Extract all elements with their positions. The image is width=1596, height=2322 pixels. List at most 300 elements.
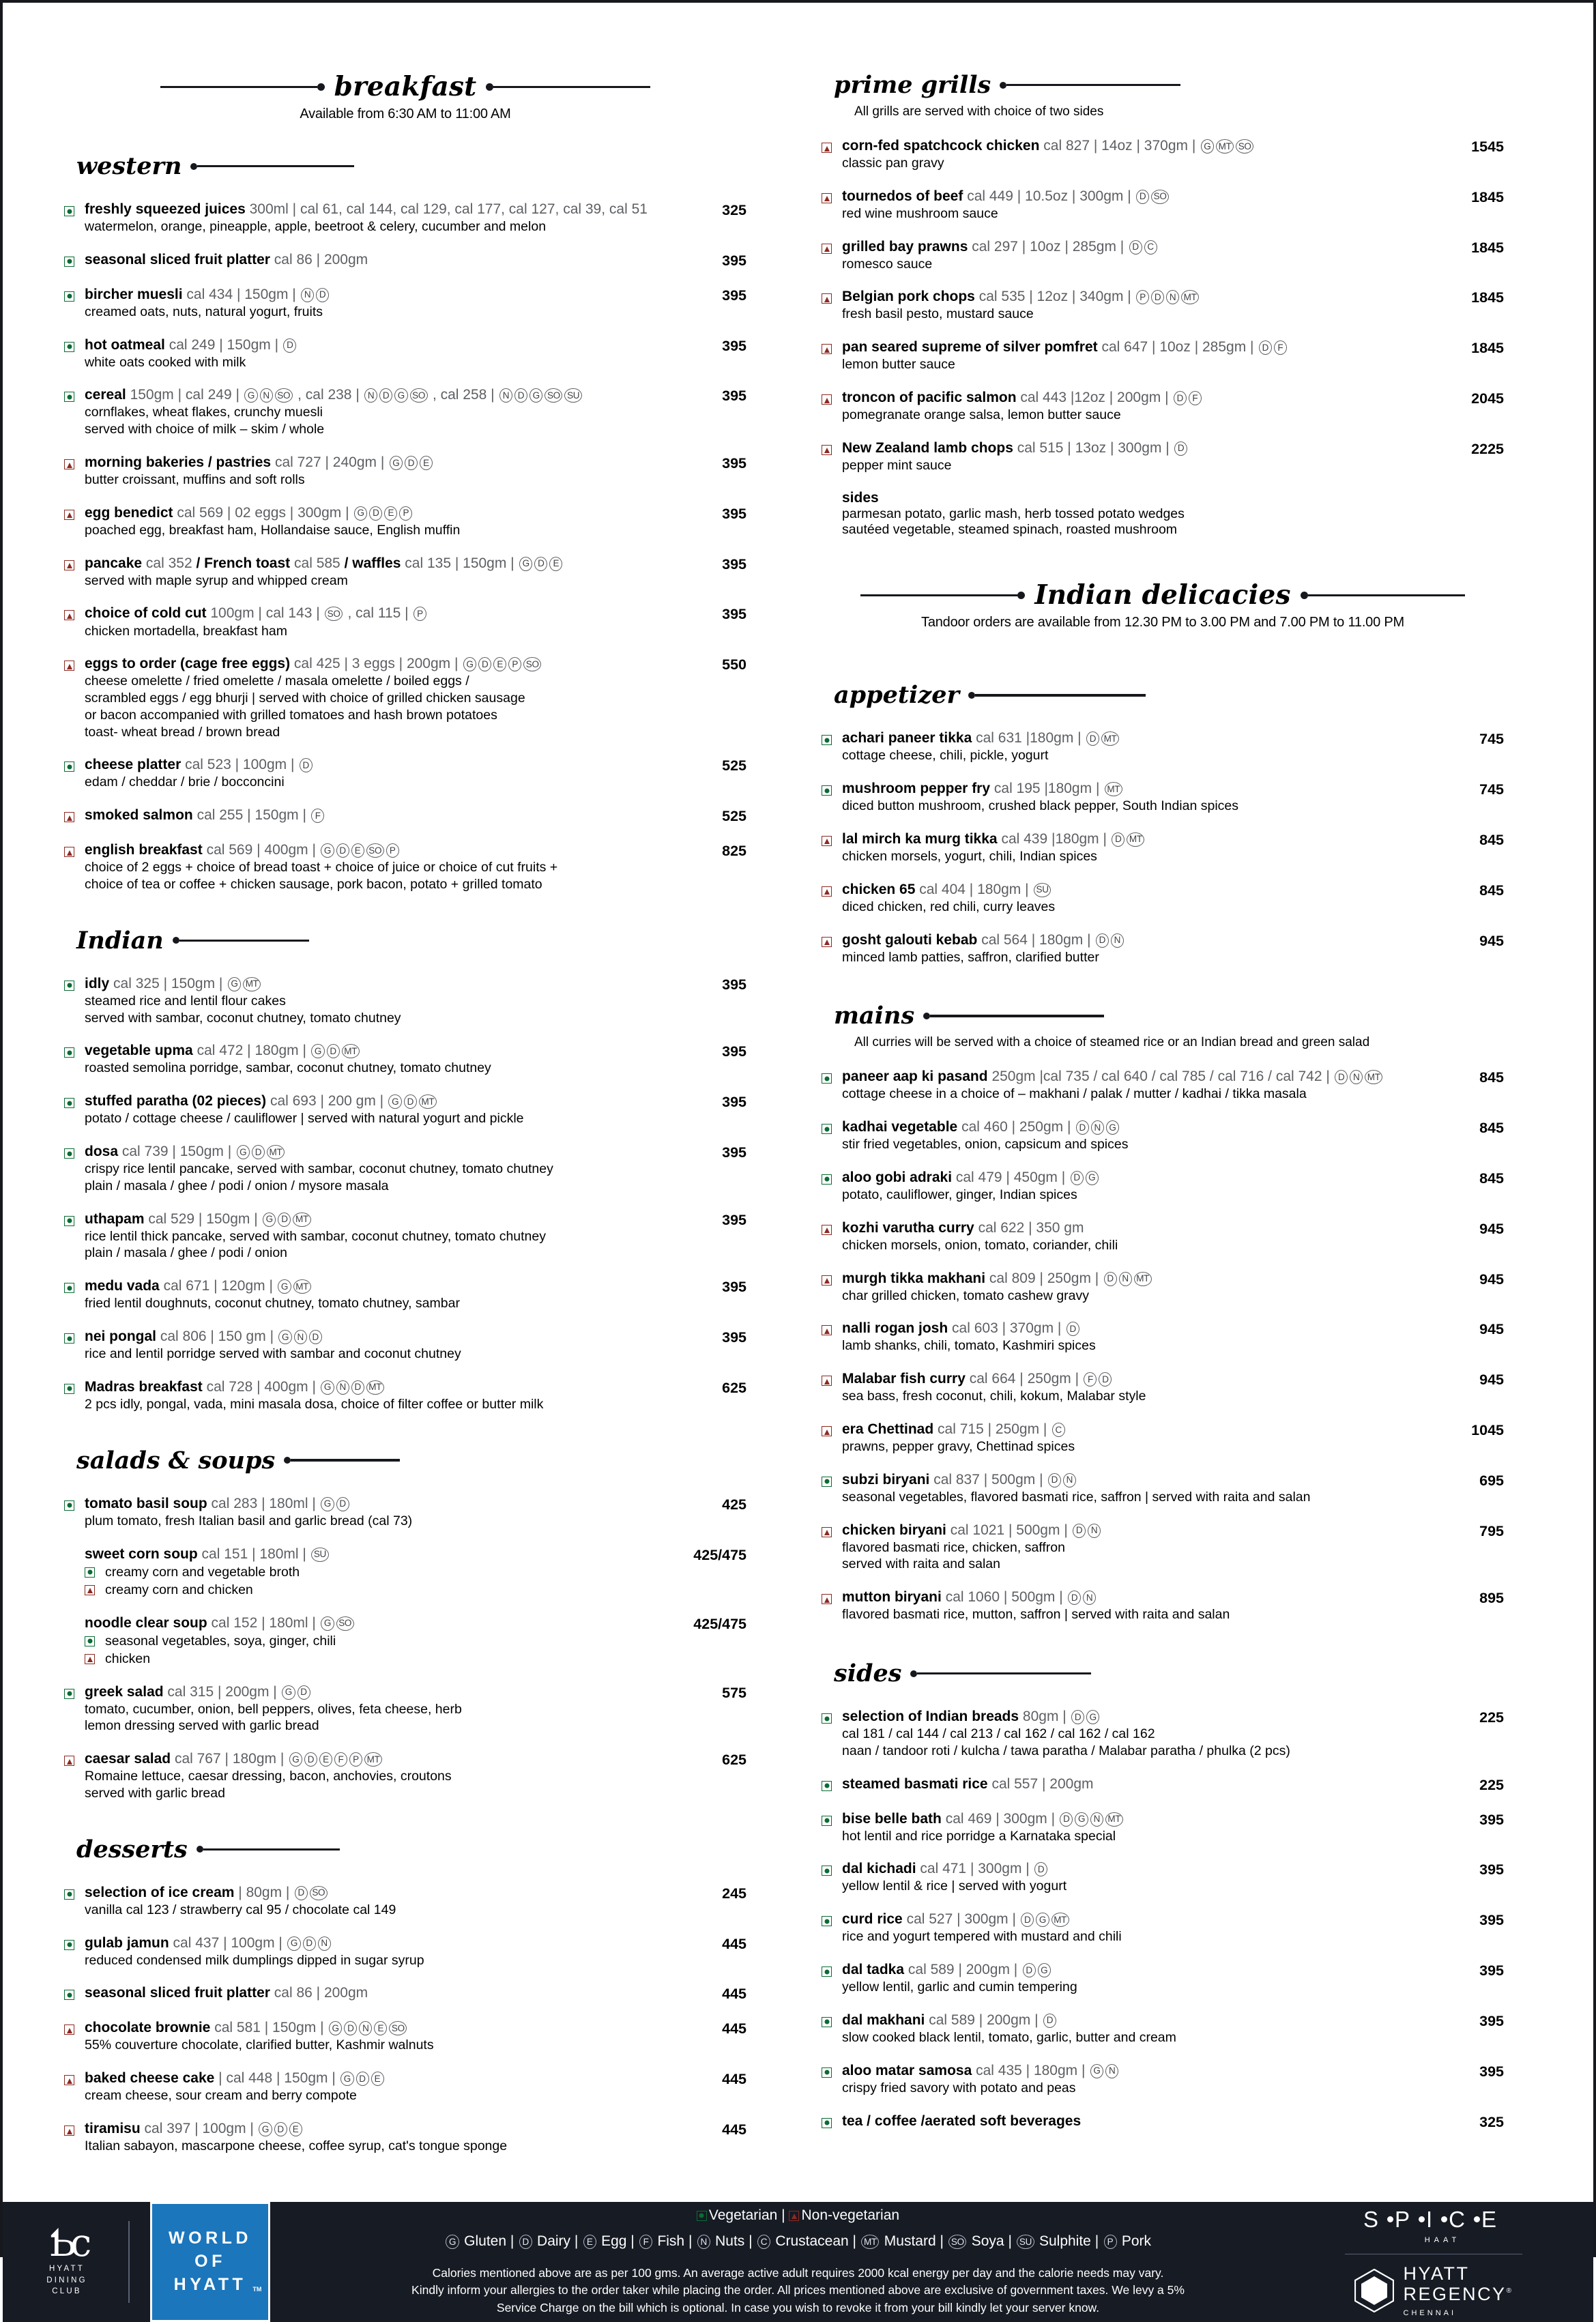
allergen-badge-d: D [534, 557, 547, 571]
item-name: bircher muesli cal 434 | 150gm | N D [85, 286, 661, 304]
menu-item[interactable] [822, 389, 1504, 424]
hyatt-regency-line1: HYATT [1403, 2263, 1470, 2284]
item-price: 245 [722, 1885, 746, 1902]
item-price: 425/475 [693, 1546, 746, 1563]
diet-marker [64, 201, 85, 235]
allergen-badge-d: D [1043, 2014, 1056, 2028]
item-name: Belgian pork chops cal 535 | 12oz | 340gm | P D N MT [842, 288, 1418, 306]
item-description: white oats cooked with milk [85, 354, 246, 370]
menu-item[interactable] [64, 1545, 746, 1599]
vegetarian-icon [64, 1500, 74, 1511]
menu-item[interactable] [822, 1775, 1504, 1795]
item-description: stir fried vegetables, onion, capsicum and spices [842, 1137, 1129, 1152]
disclaimer-line-2: Kindly inform your allergies to the order taker while placing the order. All prices mentioned above are exclusive of government taxes. We levy a 5% [411, 2283, 1185, 2297]
menu-item[interactable] [64, 555, 746, 590]
allergen-badge-mt: MT [342, 1044, 360, 1058]
non-vegetarian-icon [822, 143, 832, 153]
menu-item[interactable] [64, 1092, 746, 1127]
menu-item[interactable] [822, 1068, 1504, 1103]
section-dot-icon [173, 937, 179, 944]
non-vegetarian-label: Non-vegetarian [801, 2207, 900, 2223]
allergen-badge-n: N [301, 288, 314, 302]
allergen-badge-so: SO [336, 1616, 354, 1631]
disclaimer-text [306, 2265, 1290, 2317]
diet-marker [64, 655, 85, 740]
item-name: tomato basil soup cal 283 | 180ml | G D [85, 1495, 661, 1513]
menu-item[interactable] [822, 439, 1504, 474]
item-price: 745 [1479, 731, 1504, 748]
section-rule [291, 1459, 400, 1462]
menu-item[interactable] [822, 1961, 1504, 1996]
item-name: greek salad cal 315 | 200gm | G D [85, 1683, 661, 1701]
menu-item[interactable] [64, 807, 746, 826]
non-vegetarian-icon [822, 445, 832, 455]
menu-item[interactable] [64, 1378, 746, 1413]
menu-item[interactable] [64, 286, 746, 321]
item-description: reduced condensed milk dumplings dipped in sugar syrup [85, 1952, 424, 1968]
item-price: 895 [1479, 1590, 1504, 1607]
diet-marker [822, 389, 842, 424]
allergen-badge-d: D [344, 2021, 357, 2035]
allergen-badge-so: SO [545, 388, 562, 403]
allergen-badge-d: D [1099, 1372, 1112, 1387]
menu-item[interactable] [64, 1277, 746, 1312]
item-name: era Chettinad cal 715 | 250gm | C [842, 1421, 1418, 1438]
menu-item[interactable] [822, 2062, 1504, 2097]
allergen-badge-mt: MT [1134, 1272, 1152, 1286]
item-price: 845 [1479, 831, 1504, 848]
menu-item[interactable] [822, 1169, 1504, 1204]
menu-item[interactable] [822, 1708, 1504, 1760]
section-rule [1006, 84, 1180, 87]
allergen-badge-g: G [289, 1752, 302, 1767]
allergen-badge-g: G [388, 1094, 401, 1109]
menu-item[interactable] [64, 251, 746, 270]
item-price: 395 [722, 1094, 746, 1111]
allergen-badge-so: SO [325, 607, 343, 621]
item-description: flavored basmati rice, chicken, saffron [842, 1539, 1065, 1555]
section-title: salads & soups [76, 1446, 276, 1475]
item-description: red wine mushroom sauce [842, 205, 998, 221]
allergen-label-mt: Mustard [884, 2233, 936, 2249]
item-variant [85, 1651, 647, 1668]
menu-item[interactable] [822, 1522, 1504, 1573]
disclaimer-line-3: Service Charge on the bill which is optional. In case you wish to revoke it from your bill kindly let your server know. [496, 2300, 1100, 2314]
allergen-badge-d: D [519, 2235, 532, 2249]
section-rule [203, 1848, 340, 1851]
legend-separator: | [1094, 2233, 1099, 2249]
item-description: crispy fried savory with potato and peas [842, 2080, 1076, 2095]
allergen-badge-mt: MT [243, 977, 261, 991]
item-description: diced button mushroom, crushed black pepper, South Indian spices [842, 798, 1239, 814]
vegetarian-icon [822, 1477, 832, 1487]
section-heading [64, 927, 746, 955]
item-description: pepper mint sauce [842, 457, 952, 473]
allergen-badge-e: E [420, 456, 433, 470]
menu-item[interactable] [822, 780, 1504, 815]
allergen-label-g: Gluten [464, 2233, 507, 2249]
non-vegetarian-icon [64, 1756, 74, 1766]
menu-item[interactable] [64, 1210, 746, 1262]
allergen-badge-p: P [386, 843, 399, 858]
item-price: 845 [1479, 1120, 1504, 1137]
allergen-badge-d: D [379, 388, 392, 403]
allergen-badge-d: D [1086, 731, 1099, 746]
hdc-line3: CLUB [52, 2287, 82, 2296]
menu-sheet [3, 3, 1593, 2202]
menu-item[interactable] [64, 2070, 746, 2104]
section-title: western [76, 152, 182, 180]
legend-separator: | [749, 2233, 753, 2249]
menu-item[interactable] [822, 288, 1504, 323]
diet-marker [64, 1495, 85, 1530]
allergen-badge-d: D [1068, 1591, 1081, 1605]
spice-wordmark: S P I C E [1363, 2206, 1505, 2232]
allergen-badge-n: N [1063, 1473, 1076, 1487]
menu-item[interactable] [822, 2113, 1504, 2132]
menu-item[interactable] [822, 1911, 1504, 1945]
allergen-badge-g: G [321, 1380, 334, 1395]
banner-title: breakfast [334, 71, 477, 102]
non-vegetarian-icon [64, 610, 74, 620]
diet-marker [822, 338, 842, 373]
allergen-badge-g: G [311, 1044, 324, 1058]
allergen-badge-su: SU [1017, 2235, 1034, 2249]
item-name: mushroom pepper fry cal 195 |180gm | MT [842, 780, 1418, 798]
item-price: 395 [722, 505, 746, 522]
diet-marker [822, 1270, 842, 1305]
item-description: lemon butter sauce [842, 357, 955, 373]
vegetarian-icon [64, 1148, 74, 1159]
hdc-line2: DINING [46, 2276, 87, 2284]
footer-rule [1345, 2254, 1522, 2255]
woh-line2: OF [194, 2252, 226, 2272]
allergen-badge-n: N [336, 1380, 349, 1395]
variant-label: chicken [105, 1651, 151, 1666]
diet-marker [64, 555, 85, 590]
item-description: served with raita and salan [842, 1556, 1000, 1572]
menu-item[interactable] [822, 1588, 1504, 1623]
menu-item[interactable] [64, 756, 746, 791]
vegetarian-icon [64, 761, 74, 772]
vegetarian-icon [85, 1636, 95, 1646]
allergen-badge-d: D [1023, 1963, 1036, 1977]
allergen-label-f: Fish [657, 2233, 685, 2249]
item-description: cottage cheese in a choice of – makhani / palak / mutter / kadhai / tikka masala [842, 1086, 1307, 1102]
menu-item[interactable] [64, 1934, 746, 1969]
spice-dot-icon-4 [1474, 2216, 1480, 2222]
allergen-badge-d: D [1071, 1710, 1084, 1724]
item-description: 2 pcs idly, pongal, vada, mini masala dosa, choice of filter coffee or butter milk [85, 1396, 544, 1412]
allergen-badge-n: N [1090, 1812, 1103, 1827]
menu-item[interactable] [64, 1683, 746, 1735]
menu-item[interactable] [64, 454, 746, 489]
allergen-badge-g: G [278, 1279, 291, 1294]
legend-separator: | [688, 2233, 693, 2249]
item-name: chicken 65 cal 404 | 180gm | SU [842, 881, 1418, 899]
item-price: 445 [722, 1935, 746, 1952]
item-description: lamb shanks, chili, tomato, Kashmiri spices [842, 1338, 1096, 1354]
menu-item[interactable] [822, 1219, 1504, 1254]
allergen-badge-p: P [399, 506, 412, 521]
banner-subtitle: Tandoor orders are available from 12.30 PM to 3.00 PM and 7.00 PM to 11.00 PM [921, 615, 1404, 630]
allergen-badge-g: G [263, 1213, 276, 1227]
item-price: 625 [722, 1752, 746, 1769]
allergen-badge-so: SO [1236, 139, 1253, 154]
allergen-badge-g: G [287, 1936, 300, 1951]
menu-item[interactable] [64, 1495, 746, 1530]
legend-separator: | [630, 2233, 635, 2249]
item-description: slow cooked black lentil, tomato, garlic, butter and cream [842, 2029, 1176, 2045]
section-dot-icon [197, 1846, 203, 1853]
menu-item[interactable] [822, 1810, 1504, 1845]
spice-haat-logo [1363, 2207, 1504, 2244]
item-description: rice and yogurt tempered with mustard and chili [842, 1929, 1122, 1945]
allergen-badge-f: F [311, 809, 324, 823]
menu-item[interactable] [64, 841, 746, 893]
non-vegetarian-icon [64, 560, 74, 570]
allergen-badge-g: G [1106, 1120, 1119, 1135]
menu-item[interactable] [64, 1884, 746, 1919]
sides-note-line: sautéed vegetable, steamed spinach, roasted mushroom [842, 522, 1178, 538]
diet-marker [822, 1169, 842, 1204]
diet-marker [64, 2070, 85, 2104]
item-description: classic pan gravy [842, 156, 944, 171]
menu-item[interactable] [822, 1118, 1504, 1153]
menu-item[interactable] [64, 1750, 746, 1802]
item-description: potato, cauliflower, ginger, Indian spices [842, 1187, 1077, 1202]
item-name: aloo gobi adraki cal 479 | 450gm | D G [842, 1169, 1418, 1187]
non-vegetarian-icon [822, 1594, 832, 1604]
item-description: poached egg, breakfast ham, Hollandaise sauce, English muffin [85, 522, 461, 538]
menu-item[interactable] [822, 188, 1504, 222]
menu-item[interactable] [64, 1328, 746, 1363]
menu-item[interactable] [822, 2012, 1504, 2046]
item-price: 1545 [1471, 139, 1504, 155]
section-dot-icon [923, 1013, 930, 1019]
item-description: choice of tea or coffee + chicken sausage, pork bacon, potato + grilled tomato [85, 877, 542, 892]
footer-right-logos [1297, 2207, 1570, 2317]
menu-item[interactable] [64, 1984, 746, 2003]
item-description: yellow lentil & rice | served with yogurt [842, 1878, 1067, 1894]
non-vegetarian-icon [822, 1325, 832, 1335]
item-name: dosa cal 739 | 150gm | G D MT [85, 1143, 661, 1161]
item-price: 395 [722, 252, 746, 269]
allergen-badge-g: G [1086, 1171, 1099, 1185]
diet-marker [822, 1219, 842, 1254]
allergen-badge-n: N [1166, 290, 1179, 304]
section-title: Indian [76, 926, 164, 955]
sides-note-title: sides [842, 489, 879, 506]
item-description: served with garlic bread [85, 1785, 225, 1801]
item-name: baked cheese cake | cal 448 | 150gm | G D E [85, 2070, 661, 2087]
diet-marker [64, 1750, 85, 1802]
menu-item[interactable] [822, 1471, 1504, 1506]
item-name: tournedos of beef cal 449 | 10.5oz | 300gm | D SO [842, 188, 1418, 205]
menu-item[interactable] [64, 1614, 746, 1668]
allergen-badge-d: D [1174, 391, 1187, 405]
item-price: 945 [1479, 1220, 1504, 1237]
item-price: 795 [1479, 1522, 1504, 1539]
allergen-badge-c: C [1144, 240, 1157, 255]
item-name: egg benedict cal 569 | 02 eggs | 300gm | G D E P [85, 504, 661, 522]
diet-marker [64, 1884, 85, 1919]
item-price: 445 [722, 2020, 746, 2037]
item-name: curd rice cal 527 | 300gm | D G MT [842, 1911, 1418, 1928]
allergen-badge-n: N [260, 388, 273, 403]
menu-item[interactable] [64, 655, 746, 740]
item-description: butter croissant, muffins and soft rolls [85, 472, 305, 488]
item-name: noodle clear soup cal 152 | 180ml | G SO [85, 1614, 647, 1632]
menu-item[interactable] [64, 201, 746, 235]
footer-divider [128, 2221, 130, 2303]
vegetarian-icon [64, 1689, 74, 1699]
item-price: 2225 [1471, 440, 1504, 457]
vegetarian-icon [822, 1816, 832, 1826]
diet-marker [64, 1143, 85, 1195]
allergen-badge-d: D [278, 1213, 291, 1227]
non-vegetarian-icon [64, 459, 74, 469]
section-title: prime grills [834, 71, 991, 99]
item-name: vegetable upma cal 472 | 180gm | G D MT [85, 1042, 661, 1060]
item-name: cheese platter cal 523 | 100gm | D [85, 756, 661, 774]
non-vegetarian-icon [822, 836, 832, 846]
allergen-badge-p: P [1136, 290, 1149, 304]
menu-item[interactable] [64, 2019, 746, 2054]
item-price: 395 [722, 1211, 746, 1228]
item-name: bise belle bath cal 469 | 300gm | D G N MT [842, 1810, 1418, 1828]
item-name: chocolate brownie cal 581 | 150gm | G D N E SO [85, 2019, 661, 2037]
item-name: paneer aap ki pasand 250gm |cal 735 / cal 640 / cal 785 / cal 716 / cal 742 | D N MT [842, 1068, 1418, 1086]
item-price: 225 [1479, 1776, 1504, 1793]
allergen-badge-d: D [283, 338, 296, 353]
item-description: prawns, pepper gravy, Chettinad spices [842, 1439, 1075, 1455]
woh-line3: HYATT TM [174, 2276, 247, 2293]
non-vegetarian-icon [64, 2075, 74, 2085]
allergen-badge-g: G [529, 388, 542, 403]
menu-item[interactable] [822, 1270, 1504, 1305]
diet-marker [822, 1068, 842, 1103]
menu-item[interactable] [822, 931, 1504, 966]
section-heading [822, 1002, 1504, 1030]
item-price: 445 [722, 1986, 746, 2003]
allergen-badge-e: E [371, 2072, 384, 2086]
vegetarian-icon [822, 2118, 832, 2128]
allergen-badge-su: SU [564, 388, 581, 403]
allergen-badge-g: G [1075, 1812, 1088, 1827]
allergen-badge-so: SO [410, 388, 428, 403]
menu-item[interactable] [64, 2120, 746, 2155]
allergen-badge-n: N [294, 1330, 307, 1344]
vegetarian-icon [822, 1967, 832, 1977]
menu-item[interactable] [822, 729, 1504, 764]
menu-item[interactable] [64, 336, 746, 371]
item-description: Romaine lettuce, caesar dressing, bacon, anchovies, croutons [85, 1769, 452, 1784]
allergen-badge-d: D [1034, 1862, 1047, 1876]
diet-marker [822, 1471, 842, 1506]
item-description: cal 181 / cal 144 / cal 213 / cal 162 / cal 162 / cal 162 [842, 1726, 1155, 1742]
menu-item[interactable] [822, 238, 1504, 273]
allergen-badge-e: E [384, 506, 397, 521]
allergen-badge-mt: MT [1181, 290, 1199, 304]
menu-item[interactable] [822, 137, 1504, 172]
legend-separator: | [510, 2233, 514, 2249]
menu-item[interactable] [64, 1042, 746, 1077]
spice-subtitle: HAAT [1424, 2235, 1461, 2244]
menu-item[interactable] [822, 881, 1504, 916]
menu-item[interactable] [822, 1370, 1504, 1405]
allergen-badge-so: SO [366, 843, 384, 858]
diet-marker [822, 188, 842, 222]
item-description: cheese omelette / fried omelette / masala omelette / boiled eggs / [85, 673, 469, 689]
allergen-badge-c: C [1052, 1423, 1065, 1437]
section-title: mains [834, 1002, 915, 1030]
item-description: romesco sauce [842, 256, 933, 272]
world-of-hyatt-logo [150, 2202, 270, 2322]
non-vegetarian-icon [85, 1585, 95, 1595]
allergen-badge-mt: MT [1216, 139, 1234, 154]
allergen-label-su: Sulphite [1039, 2233, 1091, 2249]
item-price: 845 [1479, 1069, 1504, 1086]
allergen-badge-g: G [354, 506, 367, 521]
section-title: desserts [76, 1835, 188, 1863]
allergen-badge-f: F [1274, 340, 1287, 355]
allergen-badge-mt: MT [267, 1145, 285, 1159]
menu-item[interactable] [64, 504, 746, 539]
menu-item[interactable] [64, 975, 746, 1027]
allergen-badge-g: G [244, 388, 257, 403]
right-column [822, 71, 1504, 2188]
menu-item[interactable] [822, 1320, 1504, 1354]
allergen-badge-n: N [499, 388, 512, 403]
allergen-badge-g: G [282, 1685, 295, 1700]
section-heading [64, 1835, 746, 1863]
menu-item[interactable] [64, 386, 746, 438]
section-rule [930, 1015, 1104, 1017]
menu-item[interactable] [822, 338, 1504, 373]
allergen-badge-g: G [1086, 1710, 1099, 1724]
menu-item[interactable] [64, 605, 746, 639]
menu-item[interactable] [822, 1860, 1504, 1895]
allergen-badge-so: SO [389, 2021, 407, 2035]
item-name: subzi biryani cal 837 | 500gm | D N [842, 1471, 1418, 1489]
diet-marker [822, 238, 842, 273]
section-heading [64, 152, 746, 180]
item-name: Madras breakfast cal 728 | 400gm | G N D MT [85, 1378, 661, 1396]
banner-subtitle: Available from 6:30 AM to 11:00 AM [300, 106, 511, 121]
allergen-badge-d: D [1021, 1913, 1034, 1927]
allergen-badge-so: SO [310, 1886, 328, 1900]
vegetarian-icon [64, 1047, 74, 1058]
vegetarian-icon [822, 2017, 832, 2027]
item-description: creamed oats, nuts, natural yogurt, fruits [85, 304, 323, 319]
item-name: morning bakeries / pastries cal 727 | 240gm | G D E [85, 454, 661, 471]
item-name: nalli rogan josh cal 603 | 370gm | D [842, 1320, 1418, 1337]
section-title: sides [834, 1659, 902, 1688]
vegetarian-icon [85, 1567, 95, 1578]
vegetarian-icon [822, 1073, 832, 1084]
item-price: 395 [722, 1144, 746, 1161]
vegetarian-icon [822, 1781, 832, 1791]
non-vegetarian-icon [822, 193, 832, 203]
item-description: naan / tandoor roti / kulcha / tawa paratha / Malabar paratha / phulka (2 pcs) [842, 1743, 1290, 1758]
allergen-badge-d: D [316, 288, 329, 302]
menu-item[interactable] [822, 1421, 1504, 1455]
diet-marker [64, 1984, 85, 2003]
legend-separator: | [852, 2233, 857, 2249]
menu-item[interactable] [822, 830, 1504, 865]
menu-item[interactable] [64, 1143, 746, 1195]
